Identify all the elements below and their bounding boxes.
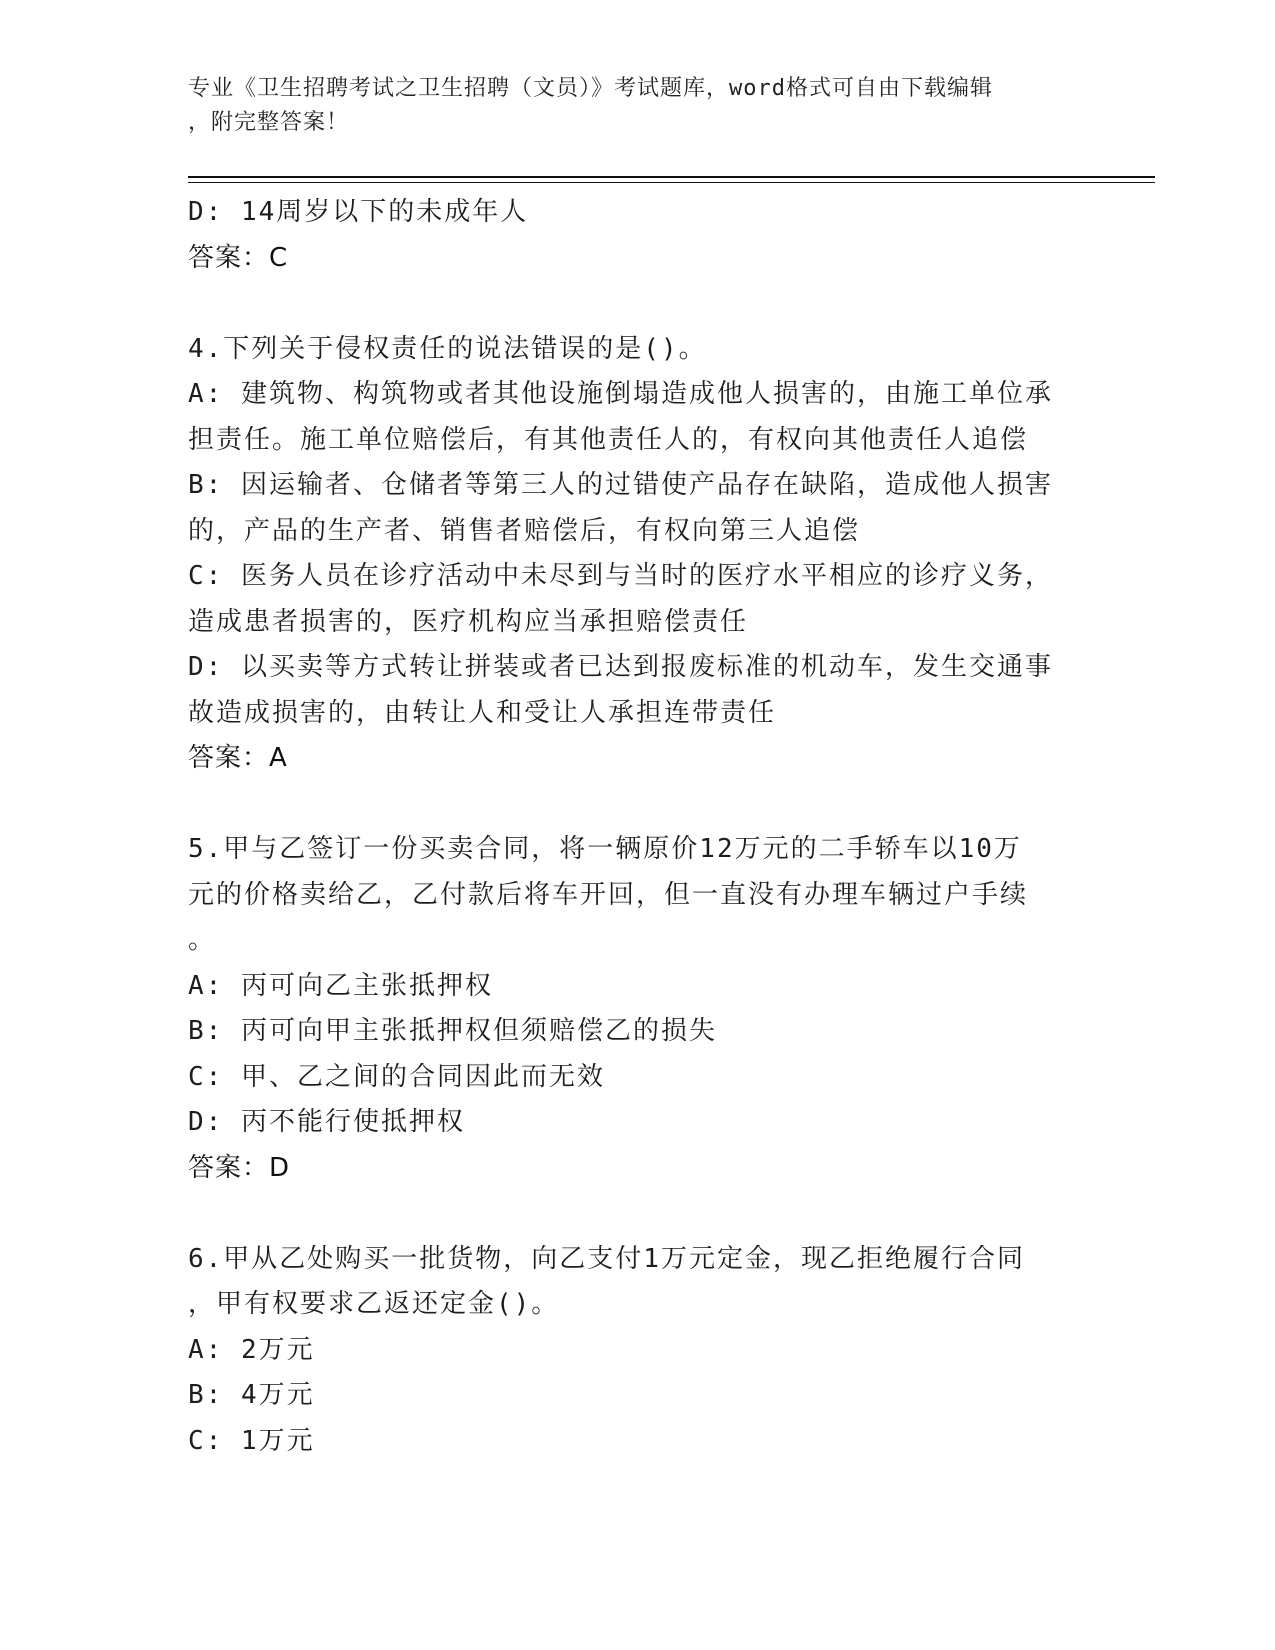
option-c: C: 1万元 xyxy=(188,1425,315,1456)
question-5 xyxy=(188,827,1088,1191)
question-stem: 5.甲与乙签订一份买卖合同，将一辆原价12万元的二手轿车以10万 xyxy=(188,834,1022,864)
question-stem: 4.下列关于侵权责任的说法错误的是()。 xyxy=(188,333,707,364)
question-6 xyxy=(188,1237,1088,1465)
option-d: D: 丙不能行使抵押权 xyxy=(188,1107,465,1137)
option-c-cont: 造成患者损害的，医疗机构应当承担赔偿责任 xyxy=(188,606,749,637)
option-d: D: 14周岁以下的未成年人 xyxy=(188,197,529,227)
question-3-tail xyxy=(188,190,1088,281)
header-line-2: ，附完整答案！ xyxy=(188,110,350,135)
option-a: A: 丙可向乙主张抵押权 xyxy=(188,970,493,1001)
header-line-1: 专业《卫生招聘考试之卫生招聘（文员）》考试题库，word格式可自由下载编辑 xyxy=(188,76,993,101)
spacer xyxy=(188,281,1088,327)
option-c: C: 医务人员在诊疗活动中未尽到与当时的医疗水平相应的诊疗义务， xyxy=(188,561,1053,591)
question-4 xyxy=(188,327,1088,782)
option-b: B: 因运输者、仓储者等第三人的过错使产品存在缺陷，造成他人损害 xyxy=(188,470,1053,500)
option-d: D: 以买卖等方式转让拼装或者已达到报废标准的机动车，发生交通事 xyxy=(188,652,1053,682)
option-c: C: 甲、乙之间的合同因此而无效 xyxy=(188,1061,605,1092)
header-rule-thin xyxy=(188,182,1155,183)
option-b: B: 丙可向甲主张抵押权但须赔偿乙的损失 xyxy=(188,1016,717,1046)
option-d-cont: 故造成损害的，由转让人和受让人承担连带责任 xyxy=(188,697,777,728)
answer-line: 答案：D xyxy=(188,1152,291,1183)
option-b-cont: 的，产品的生产者、销售者赔偿后，有权向第三人追偿 xyxy=(188,515,861,546)
answer-line: 答案：C xyxy=(188,242,289,273)
question-stem-cont: ，甲有权要求乙返还定金()。 xyxy=(188,1289,560,1319)
answer-line: 答案：A xyxy=(188,743,288,773)
question-stem: 6.甲从乙处购买一批货物，向乙支付1万元定金，现乙拒绝履行合同 xyxy=(188,1243,1025,1274)
header-rule-thick xyxy=(188,176,1155,178)
document-body xyxy=(188,190,1088,1464)
page-header xyxy=(188,72,1068,140)
option-a: A: 2万元 xyxy=(188,1334,315,1365)
option-b: B: 4万元 xyxy=(188,1380,315,1410)
question-stem-cont: 。 xyxy=(188,925,217,955)
question-stem-cont: 元的价格卖给乙，乙付款后将车开回，但一直没有办理车辆过户手续 xyxy=(188,879,1029,910)
spacer xyxy=(188,782,1088,828)
spacer xyxy=(188,1191,1088,1237)
option-a: A: 建筑物、构筑物或者其他设施倒塌造成他人损害的，由施工单位承 xyxy=(188,379,1053,409)
option-a-cont: 担责任。施工单位赔偿后，有其他责任人的，有权向其他责任人追偿 xyxy=(188,424,1029,455)
